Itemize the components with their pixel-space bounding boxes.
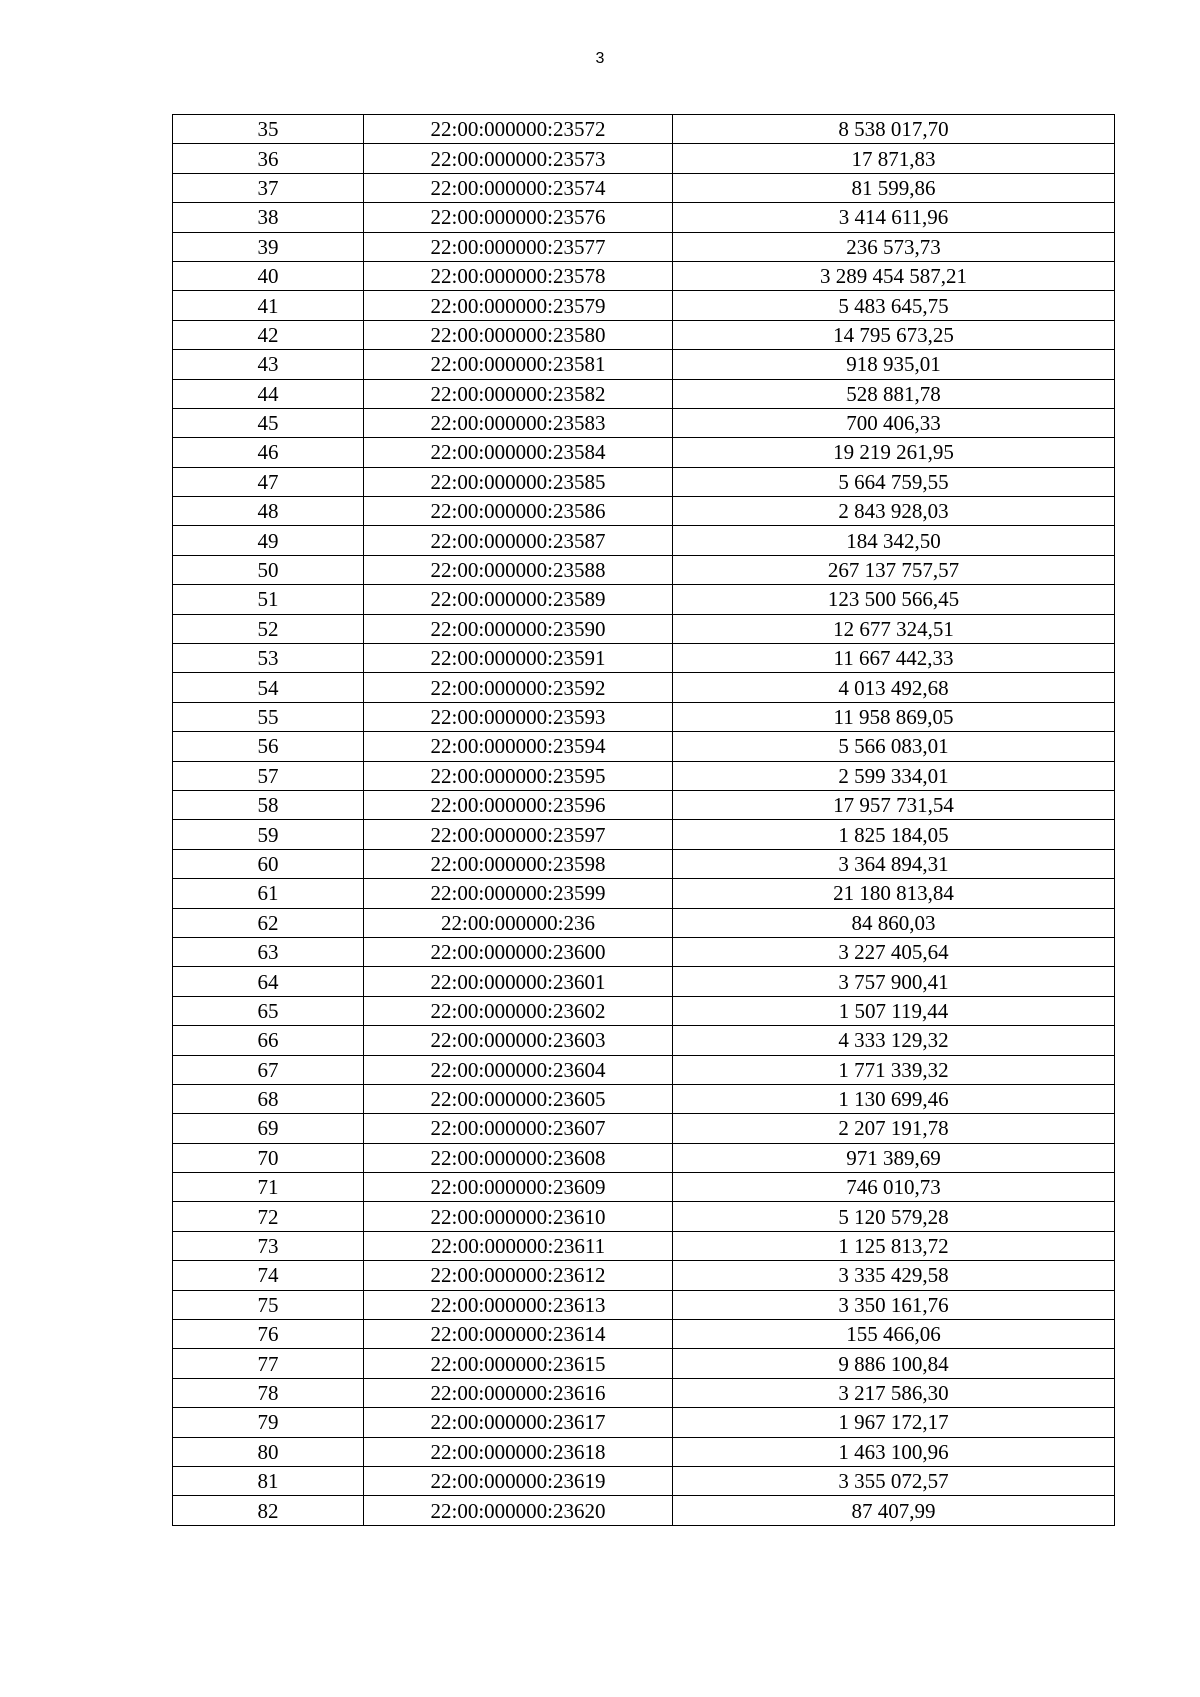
cadastral-number-cell: 22:00:000000:23595 [364, 761, 673, 790]
table-body [173, 115, 1115, 1526]
value-cell: 528 881,78 [673, 379, 1115, 408]
value-cell: 8 538 017,70 [673, 115, 1115, 144]
cadastral-number-cell: 22:00:000000:23572 [364, 115, 673, 144]
table-row [173, 320, 1115, 349]
value-cell: 1 125 813,72 [673, 1231, 1115, 1260]
table-row [173, 790, 1115, 819]
value-cell: 1 130 699,46 [673, 1084, 1115, 1113]
cadastral-number-cell: 22:00:000000:23608 [364, 1143, 673, 1172]
table-row [173, 261, 1115, 290]
value-cell: 184 342,50 [673, 526, 1115, 555]
cadastral-number-cell: 22:00:000000:23614 [364, 1320, 673, 1349]
cadastral-number-cell: 22:00:000000:23579 [364, 291, 673, 320]
table-row [173, 1084, 1115, 1113]
value-cell: 17 871,83 [673, 144, 1115, 173]
cadastral-number-cell: 22:00:000000:23585 [364, 467, 673, 496]
value-cell: 5 566 083,01 [673, 732, 1115, 761]
row-number-cell: 41 [173, 291, 364, 320]
value-cell: 3 289 454 587,21 [673, 261, 1115, 290]
table-row [173, 291, 1115, 320]
table-row [173, 115, 1115, 144]
row-number-cell: 45 [173, 408, 364, 437]
table-row [173, 555, 1115, 584]
row-number-cell: 37 [173, 173, 364, 202]
cadastral-number-cell: 22:00:000000:23605 [364, 1084, 673, 1113]
cadastral-number-cell: 22:00:000000:23600 [364, 937, 673, 966]
row-number-cell: 78 [173, 1378, 364, 1407]
value-cell: 3 335 429,58 [673, 1261, 1115, 1290]
row-number-cell: 77 [173, 1349, 364, 1378]
row-number-cell: 40 [173, 261, 364, 290]
cadastral-number-cell: 22:00:000000:23616 [364, 1378, 673, 1407]
cadastral-number-cell: 22:00:000000:23612 [364, 1261, 673, 1290]
row-number-cell: 52 [173, 614, 364, 643]
cadastral-number-cell: 22:00:000000:23602 [364, 996, 673, 1025]
cadastral-number-cell: 22:00:000000:23573 [364, 144, 673, 173]
cadastral-number-cell: 22:00:000000:23620 [364, 1496, 673, 1525]
table-row [173, 937, 1115, 966]
row-number-cell: 44 [173, 379, 364, 408]
row-number-cell: 46 [173, 438, 364, 467]
row-number-cell: 39 [173, 232, 364, 261]
cadastral-table-container [172, 114, 1115, 1526]
cadastral-number-cell: 22:00:000000:23586 [364, 497, 673, 526]
cadastral-number-cell: 22:00:000000:23611 [364, 1231, 673, 1260]
table-row [173, 1349, 1115, 1378]
row-number-cell: 53 [173, 644, 364, 673]
table-row [173, 732, 1115, 761]
value-cell: 1 771 339,32 [673, 1055, 1115, 1084]
row-number-cell: 79 [173, 1408, 364, 1437]
table-row [173, 379, 1115, 408]
value-cell: 155 466,06 [673, 1320, 1115, 1349]
value-cell: 4 013 492,68 [673, 673, 1115, 702]
row-number-cell: 71 [173, 1173, 364, 1202]
cadastral-number-cell: 22:00:000000:23609 [364, 1173, 673, 1202]
page-number: 3 [595, 50, 605, 67]
row-number-cell: 54 [173, 673, 364, 702]
row-number-cell: 73 [173, 1231, 364, 1260]
value-cell: 11 958 869,05 [673, 702, 1115, 731]
cadastral-number-cell: 22:00:000000:23599 [364, 879, 673, 908]
cadastral-table [172, 114, 1115, 1526]
table-row [173, 849, 1115, 878]
row-number-cell: 81 [173, 1466, 364, 1495]
cadastral-number-cell: 22:00:000000:23576 [364, 203, 673, 232]
cadastral-number-cell: 22:00:000000:23613 [364, 1290, 673, 1319]
value-cell: 11 667 442,33 [673, 644, 1115, 673]
cadastral-number-cell: 22:00:000000:23603 [364, 1026, 673, 1055]
cadastral-number-cell: 22:00:000000:23583 [364, 408, 673, 437]
cadastral-number-cell: 22:00:000000:23592 [364, 673, 673, 702]
value-cell: 3 217 586,30 [673, 1378, 1115, 1407]
row-number-cell: 36 [173, 144, 364, 173]
cadastral-number-cell: 22:00:000000:23593 [364, 702, 673, 731]
row-number-cell: 35 [173, 115, 364, 144]
value-cell: 1 825 184,05 [673, 820, 1115, 849]
cadastral-number-cell: 22:00:000000:23619 [364, 1466, 673, 1495]
value-cell: 700 406,33 [673, 408, 1115, 437]
cadastral-number-cell: 22:00:000000:23607 [364, 1114, 673, 1143]
row-number-cell: 62 [173, 908, 364, 937]
row-number-cell: 67 [173, 1055, 364, 1084]
table-row [173, 232, 1115, 261]
row-number-cell: 80 [173, 1437, 364, 1466]
row-number-cell: 70 [173, 1143, 364, 1172]
row-number-cell: 74 [173, 1261, 364, 1290]
row-number-cell: 38 [173, 203, 364, 232]
table-row [173, 1026, 1115, 1055]
table-row [173, 1466, 1115, 1495]
cadastral-number-cell: 22:00:000000:23601 [364, 967, 673, 996]
row-number-cell: 76 [173, 1320, 364, 1349]
cadastral-number-cell: 22:00:000000:23604 [364, 1055, 673, 1084]
table-row [173, 144, 1115, 173]
table-row [173, 879, 1115, 908]
value-cell: 17 957 731,54 [673, 790, 1115, 819]
cadastral-number-cell: 22:00:000000:23590 [364, 614, 673, 643]
cadastral-number-cell: 22:00:000000:23598 [364, 849, 673, 878]
cadastral-number-cell: 22:00:000000:23581 [364, 350, 673, 379]
value-cell: 3 414 611,96 [673, 203, 1115, 232]
value-cell: 3 227 405,64 [673, 937, 1115, 966]
value-cell: 1 507 119,44 [673, 996, 1115, 1025]
value-cell: 14 795 673,25 [673, 320, 1115, 349]
row-number-cell: 57 [173, 761, 364, 790]
row-number-cell: 72 [173, 1202, 364, 1231]
row-number-cell: 49 [173, 526, 364, 555]
cadastral-number-cell: 22:00:000000:23596 [364, 790, 673, 819]
table-row [173, 967, 1115, 996]
table-row [173, 702, 1115, 731]
table-row [173, 761, 1115, 790]
table-row [173, 350, 1115, 379]
table-row [173, 585, 1115, 614]
table-row [173, 203, 1115, 232]
row-number-cell: 59 [173, 820, 364, 849]
table-row [173, 908, 1115, 937]
cadastral-number-cell: 22:00:000000:23577 [364, 232, 673, 261]
value-cell: 2 599 334,01 [673, 761, 1115, 790]
value-cell: 1 967 172,17 [673, 1408, 1115, 1437]
value-cell: 5 483 645,75 [673, 291, 1115, 320]
row-number-cell: 66 [173, 1026, 364, 1055]
table-row [173, 1173, 1115, 1202]
table-row [173, 1231, 1115, 1260]
value-cell: 4 333 129,32 [673, 1026, 1115, 1055]
value-cell: 3 355 072,57 [673, 1466, 1115, 1495]
row-number-cell: 63 [173, 937, 364, 966]
value-cell: 81 599,86 [673, 173, 1115, 202]
value-cell: 746 010,73 [673, 1173, 1115, 1202]
row-number-cell: 60 [173, 849, 364, 878]
cadastral-number-cell: 22:00:000000:23578 [364, 261, 673, 290]
row-number-cell: 55 [173, 702, 364, 731]
cadastral-number-cell: 22:00:000000:23582 [364, 379, 673, 408]
table-row [173, 173, 1115, 202]
table-row [173, 820, 1115, 849]
row-number-cell: 51 [173, 585, 364, 614]
row-number-cell: 42 [173, 320, 364, 349]
value-cell: 5 664 759,55 [673, 467, 1115, 496]
table-row [173, 1378, 1115, 1407]
value-cell: 3 364 894,31 [673, 849, 1115, 878]
cadastral-number-cell: 22:00:000000:23615 [364, 1349, 673, 1378]
row-number-cell: 75 [173, 1290, 364, 1319]
cadastral-number-cell: 22:00:000000:23597 [364, 820, 673, 849]
value-cell: 2 207 191,78 [673, 1114, 1115, 1143]
row-number-cell: 68 [173, 1084, 364, 1113]
cadastral-number-cell: 22:00:000000:23594 [364, 732, 673, 761]
value-cell: 2 843 928,03 [673, 497, 1115, 526]
cadastral-number-cell: 22:00:000000:23617 [364, 1408, 673, 1437]
cadastral-number-cell: 22:00:000000:23589 [364, 585, 673, 614]
table-row [173, 644, 1115, 673]
table-row [173, 408, 1115, 437]
table-row [173, 467, 1115, 496]
table-row [173, 438, 1115, 467]
value-cell: 3 350 161,76 [673, 1290, 1115, 1319]
table-row [173, 497, 1115, 526]
cadastral-number-cell: 22:00:000000:23580 [364, 320, 673, 349]
table-row [173, 614, 1115, 643]
cadastral-number-cell: 22:00:000000:23588 [364, 555, 673, 584]
row-number-cell: 82 [173, 1496, 364, 1525]
table-row [173, 996, 1115, 1025]
table-row [173, 1320, 1115, 1349]
row-number-cell: 50 [173, 555, 364, 584]
value-cell: 3 757 900,41 [673, 967, 1115, 996]
table-row [173, 1437, 1115, 1466]
value-cell: 5 120 579,28 [673, 1202, 1115, 1231]
row-number-cell: 48 [173, 497, 364, 526]
table-row [173, 526, 1115, 555]
value-cell: 84 860,03 [673, 908, 1115, 937]
row-number-cell: 47 [173, 467, 364, 496]
cadastral-number-cell: 22:00:000000:23587 [364, 526, 673, 555]
table-row [173, 1290, 1115, 1319]
cadastral-number-cell: 22:00:000000:23618 [364, 1437, 673, 1466]
row-number-cell: 69 [173, 1114, 364, 1143]
value-cell: 9 886 100,84 [673, 1349, 1115, 1378]
value-cell: 236 573,73 [673, 232, 1115, 261]
row-number-cell: 61 [173, 879, 364, 908]
value-cell: 267 137 757,57 [673, 555, 1115, 584]
row-number-cell: 65 [173, 996, 364, 1025]
table-row [173, 673, 1115, 702]
table-row [173, 1114, 1115, 1143]
cadastral-number-cell: 22:00:000000:23574 [364, 173, 673, 202]
row-number-cell: 58 [173, 790, 364, 819]
cadastral-number-cell: 22:00:000000:23591 [364, 644, 673, 673]
value-cell: 971 389,69 [673, 1143, 1115, 1172]
table-row [173, 1143, 1115, 1172]
value-cell: 87 407,99 [673, 1496, 1115, 1525]
value-cell: 12 677 324,51 [673, 614, 1115, 643]
value-cell: 1 463 100,96 [673, 1437, 1115, 1466]
table-row [173, 1408, 1115, 1437]
table-row [173, 1261, 1115, 1290]
table-row [173, 1055, 1115, 1084]
cadastral-number-cell: 22:00:000000:236 [364, 908, 673, 937]
row-number-cell: 43 [173, 350, 364, 379]
row-number-cell: 56 [173, 732, 364, 761]
table-row [173, 1202, 1115, 1231]
value-cell: 21 180 813,84 [673, 879, 1115, 908]
value-cell: 19 219 261,95 [673, 438, 1115, 467]
value-cell: 918 935,01 [673, 350, 1115, 379]
cadastral-number-cell: 22:00:000000:23610 [364, 1202, 673, 1231]
cadastral-number-cell: 22:00:000000:23584 [364, 438, 673, 467]
value-cell: 123 500 566,45 [673, 585, 1115, 614]
table-row [173, 1496, 1115, 1525]
row-number-cell: 64 [173, 967, 364, 996]
